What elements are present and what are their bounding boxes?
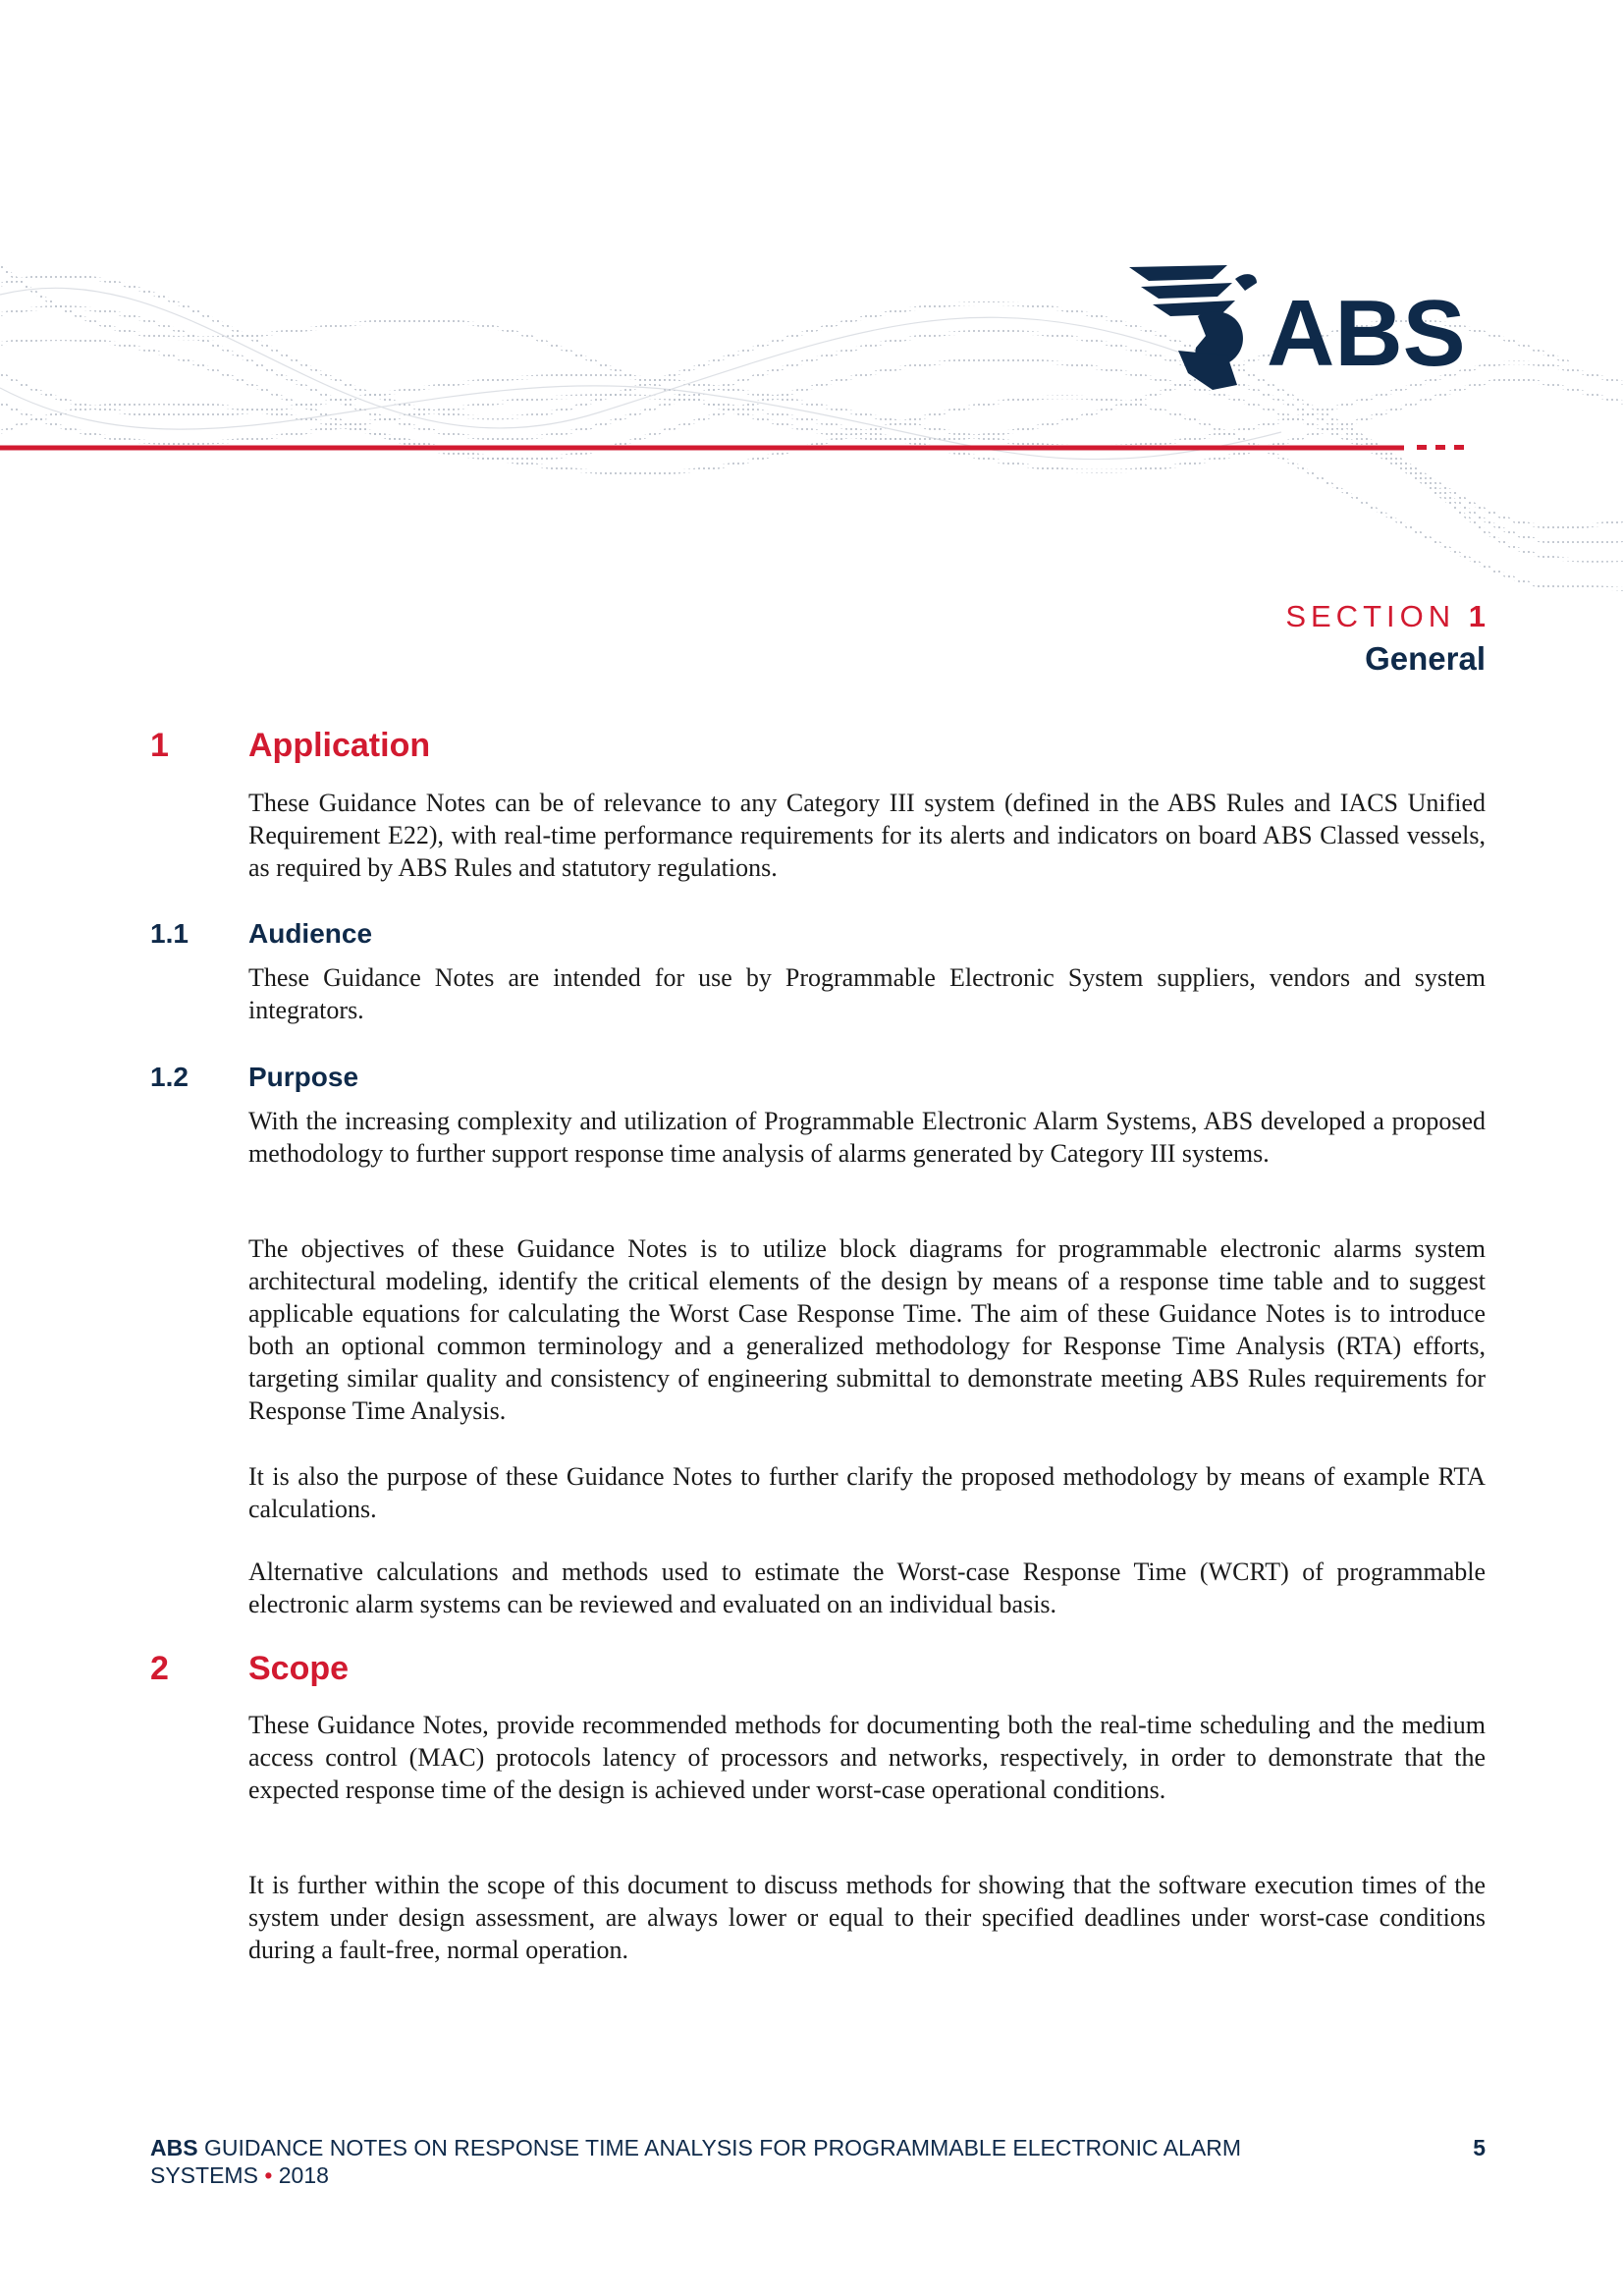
abs-logo [1119,257,1483,395]
paragraph-scope-1: These Guidance Notes, provide recommended methods for documenting both the real-time scheduling and the medium access control (MAC) protocols latency of processors and networks, respectively, in order to demonstrate that the expected response time of the design is achieved under worst-case operational conditions. [248,1711,1486,1804]
section-number: 1 [1468,599,1486,633]
footer-brand: ABS [150,2135,198,2160]
heading-number: 1.2 [150,1062,189,1092]
heading-text: Purpose [248,1062,359,1092]
paragraph-scope-2: It is further within the scope of this document to discuss methods for showing that the software execution times of the system under design assessment, are always lower or equal to their specified deadlines under worst-case conditions during a fault-free, normal operation. [248,1871,1486,1964]
section-title: General [1365,640,1486,677]
heading-number: 2 [150,1650,169,1687]
page-footer [150,2134,1486,2189]
footer-title-cont: SYSTEMS [150,2162,258,2188]
paragraph-purpose-4: Alternative calculations and methods used to estimate the Worst-case Response Time (WCRT) of programmable electronic alarm systems can be reviewed and evaluated on an individual basis. [248,1558,1486,1618]
heading-number: 1.1 [150,918,189,949]
heading-text: Audience [248,918,373,949]
paragraph-purpose-2: The objectives of these Guidance Notes is to utilize block diagrams for programmable electronic alarms system architectural modeling, identify the critical elements of the design by means of a response time table and to suggest applicable equations for calculating the Worst Case Response Time. The aim of these Guidance Notes is to introduce both an optional common terminology and a generalized methodology for Response Time Analysis (RTA) efforts, targeting similar quality and consistency of engineering submittal to demonstrate meeting ABS Rules requirements for Response Time Analysis. [248,1234,1486,1425]
section-label: SECTION 1 [1285,599,1486,633]
eagle-emblem-icon [1129,265,1257,390]
paragraph-purpose-3: It is also the purpose of these Guidance Notes to further clarify the proposed methodology by means of example RTA calculations. [248,1462,1486,1523]
footer-year: 2018 [278,2162,329,2188]
footer-separator: • [264,2162,273,2188]
heading-text: Scope [248,1650,350,1687]
heading-text: Application [248,727,431,764]
abs-logo-wordmark: ABS [1267,281,1466,386]
heading-number: 1 [150,727,169,764]
paragraph-purpose-1: With the increasing complexity and utilization of Programmable Electronic Alarm Systems, ABS developed a proposed methodology to further support response time analysis of alarms generated by Category III systems. [248,1107,1486,1168]
paragraph-audience: These Guidance Notes are intended for use by Programmable Electronic System suppliers, vendors and system integrators. [248,963,1486,1024]
paragraph-application: These Guidance Notes can be of relevance to any Category III system (defined in the ABS Rules and IACS Unified Requirement E22), with real-time performance requirements for its alerts and indicators on board ABS Classed vessels, as required by ABS Rules and statutory regulations. [248,789,1486,882]
footer-title: GUIDANCE NOTES ON RESPONSE TIME ANALYSIS FOR PROGRAMMABLE ELECTRONIC ALARM [203,2135,1242,2160]
page-number: 5 [1473,2135,1486,2160]
